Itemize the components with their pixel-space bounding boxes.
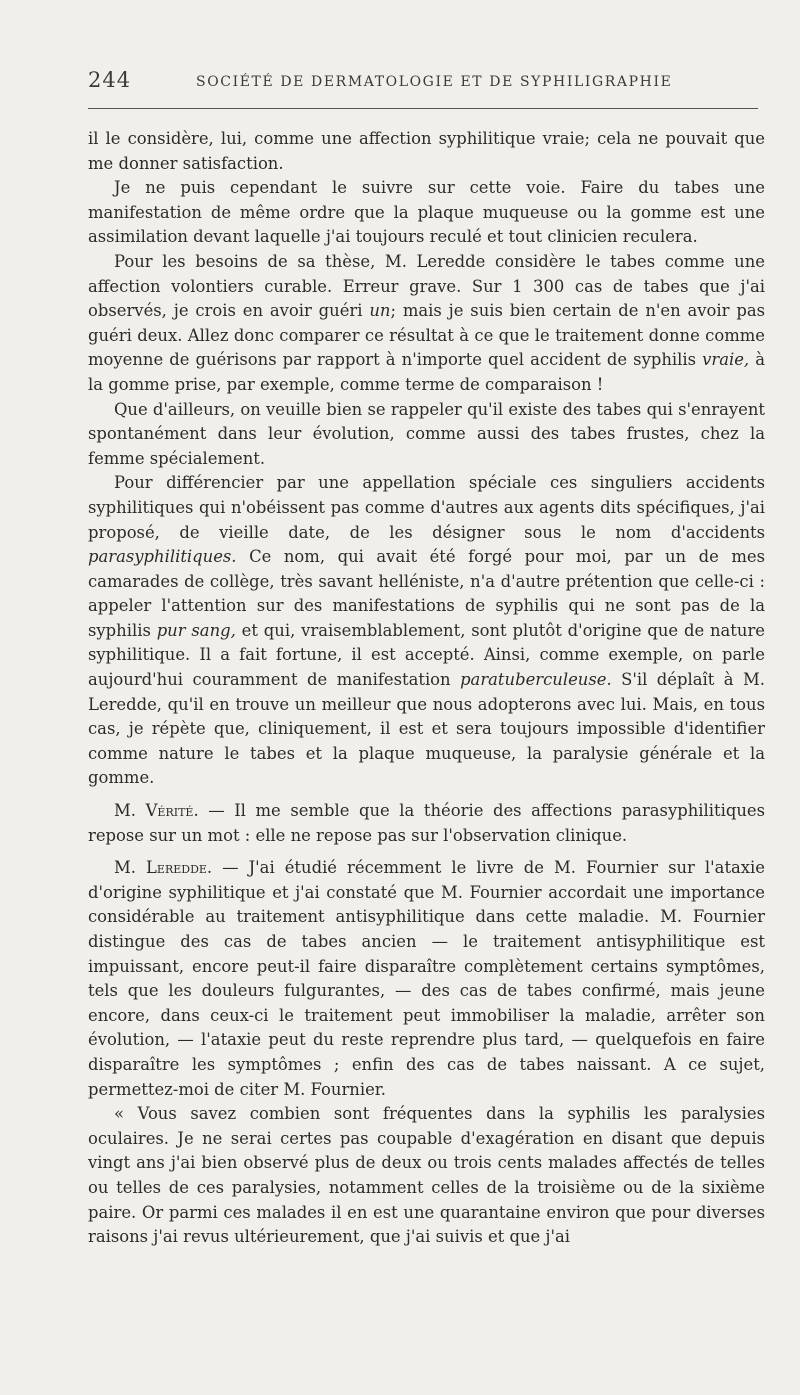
page-header (88, 62, 758, 102)
paragraph-p6 (88, 799, 765, 848)
paragraph-p1 (88, 127, 765, 176)
text-run: « Vous savez combien sont fréquentes dans la syphilis les paralysies oculaires. Je ne serai certes pas coupable d'exagération en disant que depuis vingt ans j'ai bien observé plus de deux ou trois cents malades affectés de telles ou telles de ces paralysies, notamment celles de la troisième ou de la sixième paire. Or parmi ces malades il en est une quarantaine environ que pour diverses raisons j'ai revus ultérieurement, que j'ai suivis et que j'ai (88, 1104, 765, 1247)
italic-term: pur sang, (156, 620, 236, 640)
speaker-name: Vérité. (145, 801, 199, 821)
italic-term: un (369, 301, 391, 321)
text-run: S'il déplaît à M. Leredde, qu'il en trouve un meilleur que nous adopterons avec lui. Mais, en tous cas, je répète que, cliniquement, il est et sera toujours impossible d'identifier comme nature le tabes et la plaque muqueuse, la paralysie générale et la gomme. (88, 670, 765, 788)
text-run: Ce nom, qui avait été forgé pour moi, par un de mes camarades de collège, très savant helléniste, n'a d'autre prétention que celle-ci : appeler l'attention sur des manifestations de syphilis qui ne sont pas de la syphilis (88, 547, 765, 640)
body-text (88, 127, 765, 1250)
text-run: Pour les besoins de sa thèse, M. Leredde considère le tabes comme une affection volontiers curable. Erreur grave. Sur 1 300 cas de tabes que j'ai observés, je crois en avoir guéri (88, 251, 765, 321)
paragraph-p3 (88, 250, 765, 398)
paragraph-p2 (88, 176, 765, 250)
text-run: Pour différencier par une appellation spéciale ces singuliers accidents syphilitiques qui n'obéissent pas comme d'autres aux agents dits spécifiques, j'ai proposé, de vieille date, de les désigner sous le nom d'accidents (88, 473, 765, 542)
text-run: Que d'ailleurs, on veuille bien se rappeler qu'il existe des tabes qui s'enrayent spontanément dans leur évolution, comme aussi des tabes frustes, chez la femme spécialement. (88, 399, 765, 468)
speaker-name: Leredde. (146, 858, 213, 878)
italic-term: parasyphilitiques. (88, 547, 237, 567)
text-run: à la gomme prise, par exemple, comme terme de comparaison ! (88, 350, 766, 394)
header-rule (88, 108, 758, 109)
text-run: M. (114, 858, 147, 878)
italic-term: vraie, (702, 350, 750, 370)
paragraph-p4 (88, 398, 765, 472)
text-run: — Il me semble que la théorie des affections parasyphilitiques repose sur un mot : elle ne repose pas sur l'observation clinique. (88, 801, 765, 845)
text-run: Je ne puis cependant le suivre sur cette voie. Faire du tabes une manifestation de même ordre que la plaque muqueuse ou la gomme est une assimilation devant laquelle j'ai toujours reculé et tout clinicien reculera. (88, 178, 765, 247)
text-run: ; mais je suis bien certain de n'en avoir pas guéri deux. Allez donc comparer ce résultat à ce que le traitement donne comme moyenne de guérisons par rapport à n'importe quel accident de syphilis (88, 301, 765, 370)
text-run: il le considère, lui, comme une affection syphilitique vraie; cela ne pouvait que me donner satisfaction. (88, 129, 765, 173)
running-head: SOCIÉTÉ DE DERMATOLOGIE ET DE SYPHILIGRAPHIE (196, 74, 673, 90)
text-run: M. (114, 801, 146, 821)
italic-term: paratuberculeuse. (460, 670, 612, 690)
text-run: — J'ai étudié récemment le livre de M. Fournier sur l'ataxie d'origine syphilitique et j'ai constaté que M. Fournier accordait une importance considérable au traitement antisyphilitique dans cette maladie. M. Fournier distingue des cas de tabes ancien — le traitement antisyphilitique est impuissant, encore peut-il faire disparaître complètement certains symptômes, tels que les douleurs fulgurantes, — des cas de tabes confirmé, mais jeune encore, dans ceux-ci le traitement peut immobiliser la maladie, arrêter son évolution, — l'ataxie peut du reste reprendre plus tard, — quelquefois en faire disparaître les symptômes ; enfin des cas de tabes naissant. A ce sujet, permettez-moi de citer M. Fournier. (88, 858, 765, 1099)
paragraph-p5 (88, 471, 765, 791)
page-number: 244 (88, 68, 132, 92)
paragraph-p8 (88, 1102, 765, 1250)
paragraph-p7 (88, 856, 765, 1102)
text-run: et qui, vraisemblablement, sont plutôt d'origine que de nature syphilitique. Il a fait fortune, il est accepté. Ainsi, comme exemple, on parle aujourd'hui couramment de manifestation (88, 620, 765, 690)
